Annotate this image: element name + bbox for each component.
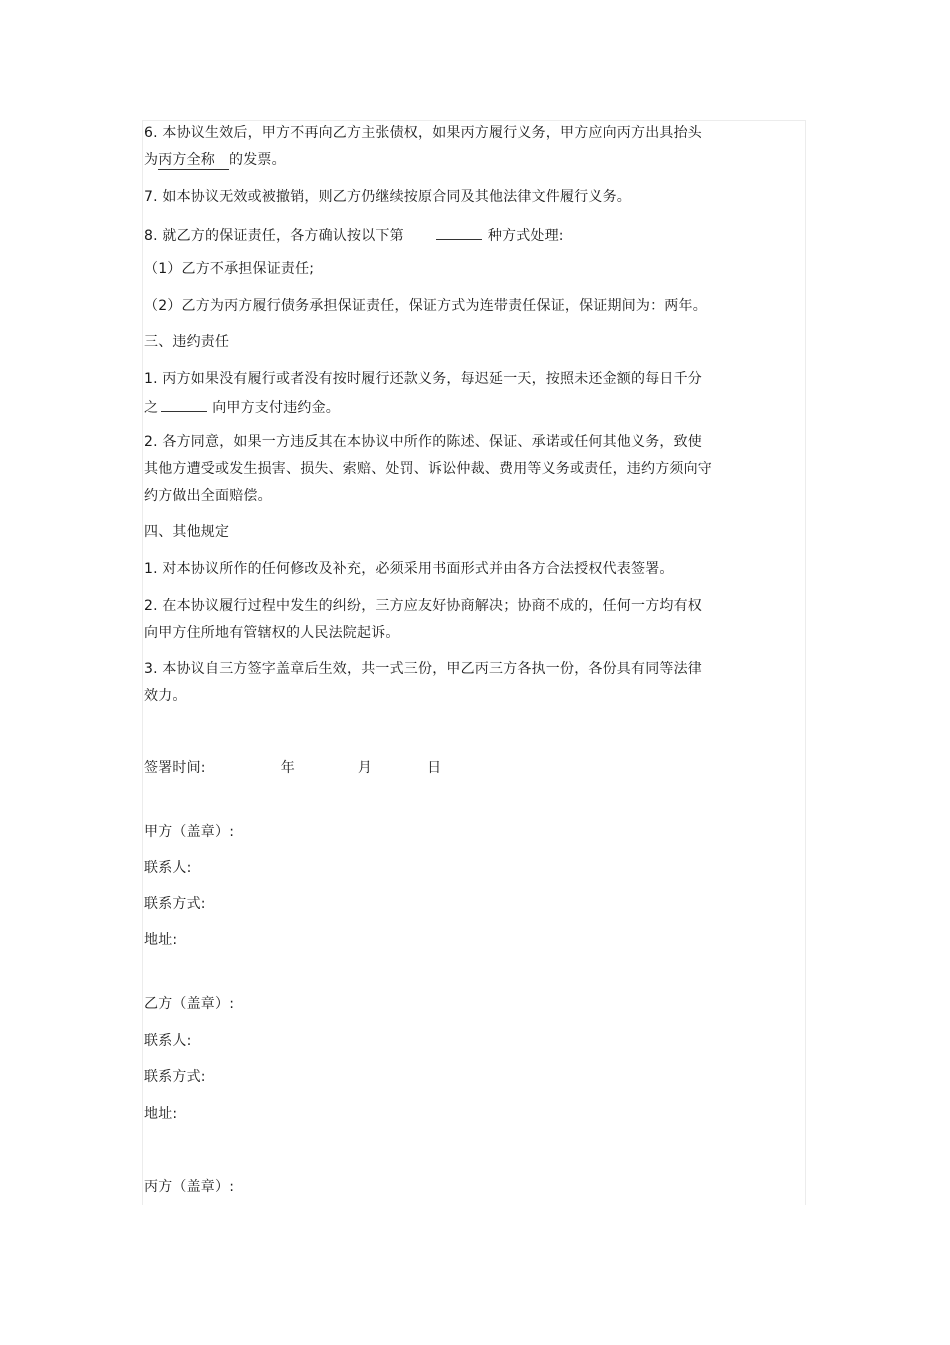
- signing-day-label: 日: [427, 760, 442, 776]
- party-a-seal: 甲方（盖章）:: [144, 824, 235, 840]
- option-1: （1）乙方不承担保证责任;: [144, 261, 315, 277]
- party-b-contact: 联系人:: [144, 1033, 192, 1049]
- section-3-item-2-line-1: 2. 各方同意，如果一方违反其在本协议中所作的陈述、保证、承诺或任何其他义务，致使: [144, 434, 703, 450]
- clause-6-line-1: 6. 本协议生效后，甲方不再向乙方主张债权，如果丙方履行义务，甲方应向丙方出具抬头: [144, 125, 703, 141]
- section-4-heading: 四、其他规定: [144, 524, 230, 540]
- section-3-item-2-line-2: 其他方遭受或发生损害、损失、索赔、处罚、诉讼仲裁、费用等义务或责任，违约方须向守: [144, 461, 712, 477]
- section-3-item-1-prefix: 之: [144, 400, 159, 416]
- party-b-address: 地址:: [144, 1106, 178, 1122]
- party-a-contact-method: 联系方式:: [144, 896, 206, 912]
- party-c-seal: 丙方（盖章）:: [144, 1179, 235, 1195]
- clause-8-suffix: 种方式处理:: [487, 228, 564, 244]
- signing-month-label: 月: [357, 760, 373, 776]
- section-4-item-2-line-2: 向甲方住所地有管辖权的人民法院起诉。: [144, 625, 400, 641]
- clause-6-suffix: 的发票。: [229, 152, 286, 168]
- section-3-item-2-line-3: 约方做出全面赔偿。: [144, 488, 272, 504]
- clause-6-line-2: [144, 150, 286, 170]
- party-b-seal: 乙方（盖章）:: [144, 996, 235, 1012]
- payee-name-blank: 丙方全称: [158, 151, 229, 170]
- section-3-heading: 三、违约责任: [144, 334, 230, 350]
- section-3-item-1-line-1: 1. 丙方如果没有履行或者没有按时履行还款义务，每迟延一天，按照未还金额的每日千分: [144, 371, 703, 387]
- clause-8-prefix: 8. 就乙方的保证责任，各方确认按以下第: [144, 228, 404, 244]
- option-number-blank: [436, 224, 482, 240]
- section-3-item-1-line-2: [144, 396, 340, 418]
- signing-year-label: 年: [280, 760, 295, 776]
- clause-8: [144, 224, 564, 246]
- signing-time-label: 签署时间:: [144, 760, 206, 776]
- section-4-item-2-line-1: 2. 在本协议履行过程中发生的纠纷，三方应友好协商解决；协商不成的，任何一方均有权: [144, 598, 703, 614]
- section-3-item-1-suffix: 向甲方支付违约金。: [212, 400, 341, 416]
- option-2: （2）乙方为丙方履行债务承担保证责任，保证方式为连带责任保证，保证期间为：两年。: [144, 298, 707, 314]
- party-a-contact: 联系人:: [144, 860, 192, 876]
- party-a-address: 地址:: [144, 932, 178, 948]
- signing-time-row: [144, 758, 441, 778]
- section-4-item-3-line-2: 效力。: [144, 688, 187, 704]
- penalty-rate-blank: [161, 396, 207, 412]
- clause-7: 7. 如本协议无效或被撤销，则乙方仍继续按原合同及其他法律文件履行义务。: [144, 189, 632, 205]
- clause-6-prefix: 为: [144, 152, 159, 168]
- party-b-contact-method: 联系方式:: [144, 1069, 206, 1085]
- section-4-item-1: 1. 对本协议所作的任何修改及补充，必须采用书面形式并由各方合法授权代表签署。: [144, 561, 674, 577]
- section-4-item-3-line-1: 3. 本协议自三方签字盖章后生效，共一式三份，甲乙丙三方各执一份，各份具有同等法律: [144, 661, 703, 677]
